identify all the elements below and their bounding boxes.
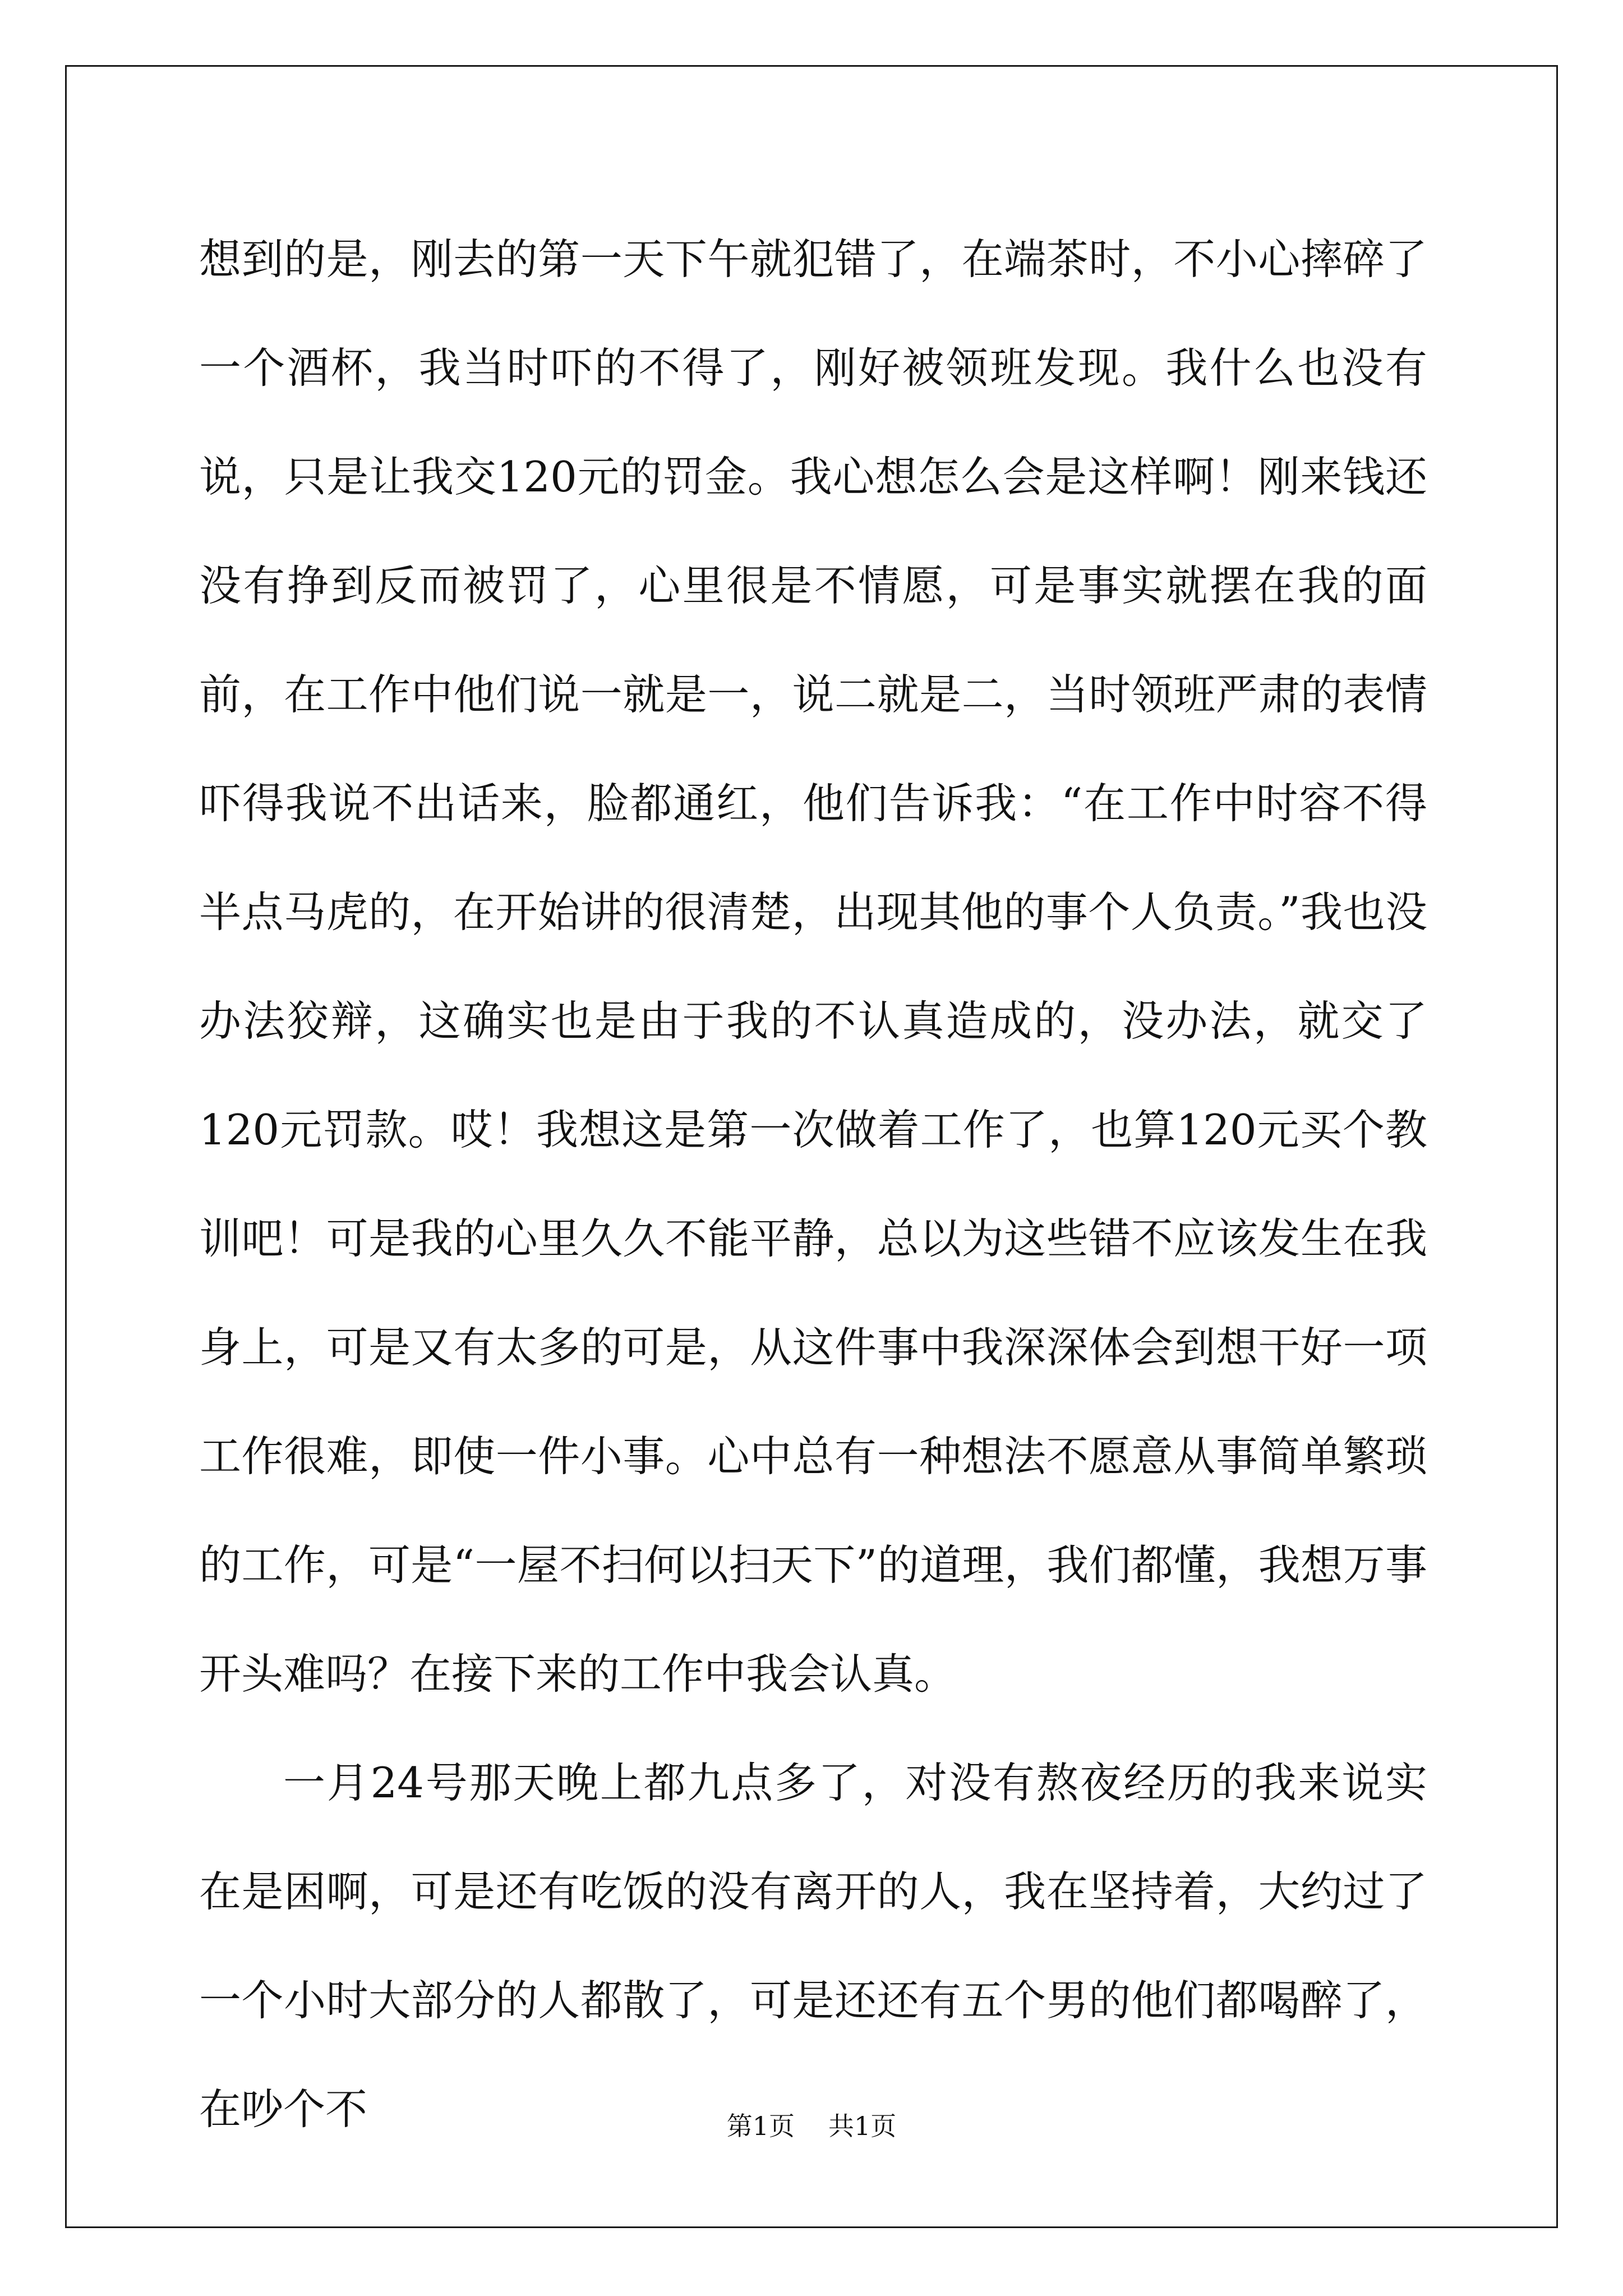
paragraph-2: 一月24号那天晚上都九点多了，对没有熬夜经历的我来说实在是困啊，可是还有吃饭的没有离开的人，我在坚持着，大约过了一个小时大部分的人都散了，可是还还有五个男的他们都喝醉了，在吵个不 — [199, 1758, 1427, 2134]
page-number: 第1页 — [726, 2111, 795, 2141]
document-body — [199, 205, 1427, 2164]
page-footer — [0, 2109, 1623, 2143]
page-total: 共1页 — [828, 2111, 897, 2141]
paragraph-1: 想到的是，刚去的第一天下午就犯错了，在端茶时，不小心摔碎了一个酒杯，我当时吓的不得了，刚好被领班发现。我什么也没有说，只是让我交120元的罚金。我心想怎么会是这样啊！刚来钱还没有挣到反而被罚了，心里很是不情愿，可是事实就摆在我的面前，在工作中他们说一就是一，说二就是二，当时领班严肃的表情吓得我说不出话来，脸都通红，他们告诉我：“在工作中时容不得半点马虎的，在开始讲的很清楚，出现其他的事个人负责。”我也没办法狡辩，这确实也是由于我的不认真造成的，没办法，就交了120元罚款。哎！我想这是第一次做着工作了，也算120元买个教训吧！可是我的心里久久不能平静，总以为这些错不应该发生在我身上，可是又有太多的可是，从这件事中我深深体会到想干好一项工作很难，即使一件小事。心中总有一种想法不愿意从事简单繁琐的工作，可是“一屋不扫何以扫天下”的道理，我们都懂，我想万事开头难吗？在接下来的工作中我会认真。 — [199, 234, 1427, 1699]
